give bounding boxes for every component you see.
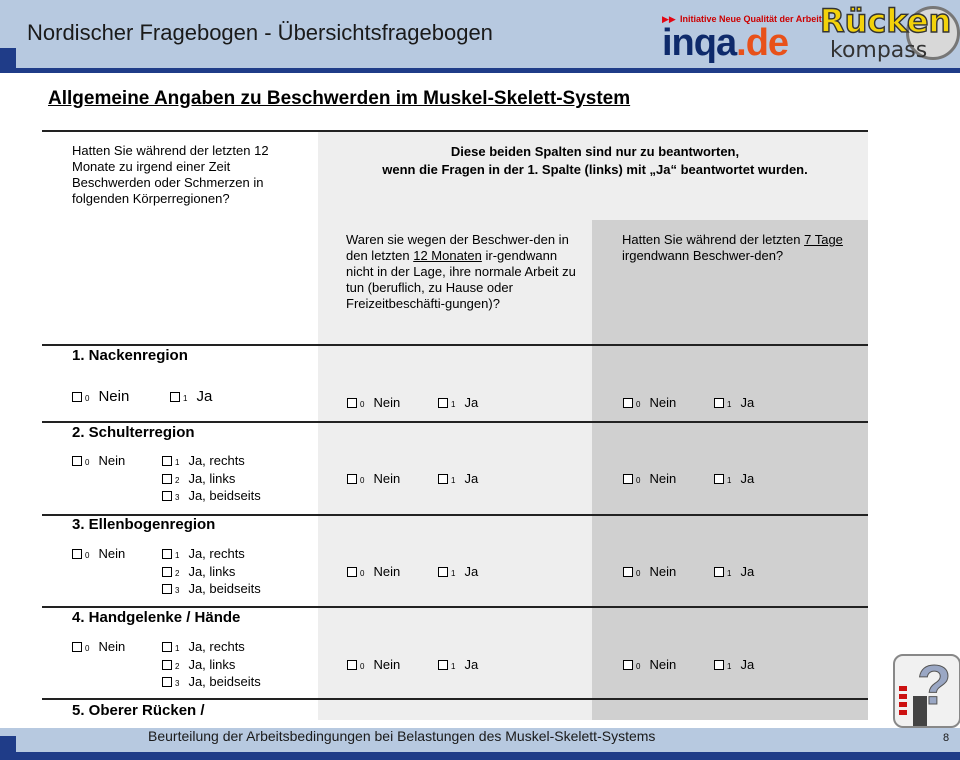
column-2-shade — [318, 130, 592, 720]
option-no[interactable]: 0 Nein — [72, 639, 125, 654]
option-no[interactable]: 0 Nein — [72, 546, 125, 561]
option-no[interactable]: 0 Nein — [347, 471, 400, 486]
option-no[interactable]: 0 Nein — [623, 395, 676, 410]
option-yes-both[interactable]: 3 Ja, beidseits — [162, 488, 261, 503]
checkbox[interactable] — [347, 474, 357, 484]
option-yes[interactable]: 1 Ja — [714, 395, 754, 410]
question-header: Hatten Sie während der letzten 12 Monate zu irgend einer Zeit Beschwerden oder Schmerzen in folgenden Körperregionen? — [72, 143, 269, 206]
checkbox[interactable] — [438, 660, 448, 670]
checkbox[interactable] — [72, 549, 82, 559]
checkbox[interactable] — [623, 567, 633, 577]
option-yes[interactable]: 1 Ja — [714, 471, 754, 486]
ruecken-wordmark: Rücken — [820, 2, 952, 40]
checkbox[interactable] — [347, 567, 357, 577]
region-title: 4. Handgelenke / Hände — [72, 609, 241, 626]
column-3-header: Hatten Sie während der letzten 7 Tage irgendwann Beschwer-den? — [622, 232, 843, 263]
checkbox[interactable] — [347, 398, 357, 408]
checkbox[interactable] — [162, 584, 172, 594]
region-title: 5. Oberer Rücken / — [72, 702, 205, 719]
row-rule — [42, 606, 868, 608]
checkbox[interactable] — [714, 398, 724, 408]
checkbox[interactable] — [72, 642, 82, 652]
option-yes[interactable]: 1 Ja — [714, 564, 754, 579]
inqa-arrow-icon: ▶▶ — [662, 14, 676, 24]
checkbox[interactable] — [714, 660, 724, 670]
option-yes-left[interactable]: 2 Ja, links — [162, 471, 235, 486]
option-yes-right[interactable]: 1 Ja, rechts — [162, 639, 245, 654]
option-yes-left[interactable]: 2 Ja, links — [162, 564, 235, 579]
checkbox[interactable] — [162, 456, 172, 466]
row-rule — [42, 698, 868, 700]
checkbox[interactable] — [347, 660, 357, 670]
option-no[interactable]: 0 Nein — [623, 564, 676, 579]
row-rule — [42, 344, 868, 346]
checkbox[interactable] — [438, 474, 448, 484]
checkbox[interactable] — [162, 549, 172, 559]
checkbox[interactable] — [623, 398, 633, 408]
row-rule — [42, 421, 868, 423]
checkbox[interactable] — [714, 474, 724, 484]
option-no[interactable]: 0 Nein — [623, 657, 676, 672]
option-no[interactable]: 0 Nein — [623, 471, 676, 486]
option-yes[interactable]: 1 Ja — [170, 388, 212, 405]
checkbox[interactable] — [72, 392, 82, 402]
section-heading: Allgemeine Angaben zu Beschwerden im Muskel-Skelett-System — [48, 88, 631, 109]
checkbox[interactable] — [438, 567, 448, 577]
inqa-tagline: Initiative Neue Qualität der Arbeit — [680, 14, 822, 24]
checkbox[interactable] — [162, 491, 172, 501]
page-number: 8 — [943, 732, 950, 744]
checkbox[interactable] — [714, 567, 724, 577]
checkbox[interactable] — [162, 660, 172, 670]
question-mark-glyph: ? — [917, 654, 952, 716]
inqa-wordmark: inqa.de — [662, 22, 789, 64]
instruction-note: Diese beiden Spalten sind nur zu beantworten, wenn die Fragen in der 1. Spalte (links) mit „Ja“ beantwortet wurden. — [382, 144, 808, 177]
option-no[interactable]: 0 Nein — [347, 564, 400, 579]
checkbox[interactable] — [162, 677, 172, 687]
option-no[interactable]: 0 Nein — [72, 388, 129, 405]
inqa-logo — [662, 10, 822, 68]
column-2-header: Waren sie wegen der Beschwer-den in den letzten 12 Monaten ir-gendwann nicht in der Lage, ihre normale Arbeit zu tun (beruflich, zu Hause oder Freizeitbeschäfti-gungen)? — [346, 232, 576, 311]
option-yes[interactable]: 1 Ja — [438, 471, 478, 486]
option-no[interactable]: 0 Nein — [347, 657, 400, 672]
footer-stripe — [0, 752, 960, 760]
checkbox[interactable] — [162, 567, 172, 577]
rueckenkompass-logo — [818, 2, 958, 66]
checkbox[interactable] — [162, 474, 172, 484]
region-title: 2. Schulterregion — [72, 424, 195, 441]
option-no[interactable]: 0 Nein — [347, 395, 400, 410]
checkbox[interactable] — [623, 474, 633, 484]
option-yes[interactable]: 1 Ja — [438, 564, 478, 579]
region-title: 3. Ellenbogenregion — [72, 516, 216, 533]
option-yes-left[interactable]: 2 Ja, links — [162, 657, 235, 672]
kompass-wordmark: kompass — [830, 38, 928, 63]
table-top-rule — [42, 130, 868, 132]
option-yes-both[interactable]: 3 Ja, beidseits — [162, 674, 261, 689]
option-yes[interactable]: 1 Ja — [714, 657, 754, 672]
header-stripe — [0, 68, 960, 73]
footer-corner-block — [0, 736, 16, 760]
checkbox[interactable] — [72, 456, 82, 466]
region-title: 1. Nackenregion — [72, 347, 188, 364]
option-yes-right[interactable]: 1 Ja, rechts — [162, 546, 245, 561]
checkbox[interactable] — [438, 398, 448, 408]
option-yes[interactable]: 1 Ja — [438, 395, 478, 410]
help-question-icon[interactable] — [893, 654, 960, 728]
checkbox[interactable] — [162, 642, 172, 652]
column-3-shade — [592, 220, 868, 720]
option-yes-right[interactable]: 1 Ja, rechts — [162, 453, 245, 468]
checkbox[interactable] — [170, 392, 180, 402]
checkbox[interactable] — [623, 660, 633, 670]
header-corner-block — [0, 48, 16, 73]
help-dots-decoration — [899, 686, 907, 718]
option-no[interactable]: 0 Nein — [72, 453, 125, 468]
option-yes[interactable]: 1 Ja — [438, 657, 478, 672]
option-yes-both[interactable]: 3 Ja, beidseits — [162, 581, 261, 596]
page-title: Nordischer Fragebogen - Übersichtsfragebogen — [27, 20, 493, 45]
footer-text: Beurteilung der Arbeitsbedingungen bei Belastungen des Muskel-Skelett-Systems — [148, 728, 656, 744]
